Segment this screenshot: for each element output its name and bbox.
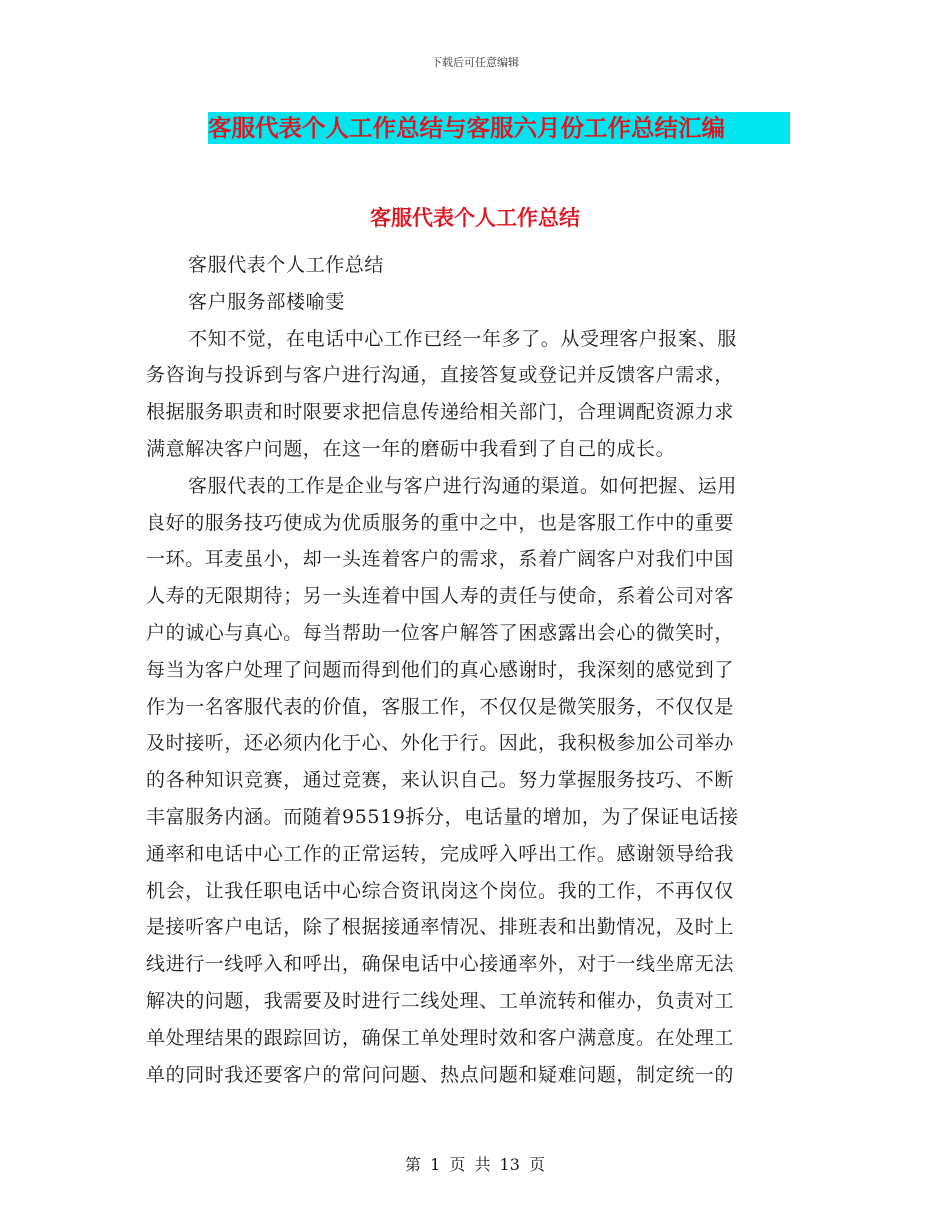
document-body — [146, 247, 796, 1093]
body-text-line: 丰富服务内涵。而随着95519拆分，电话量的增加，为了保证电话接 — [146, 805, 739, 828]
body-text-line: 户的诚心与真心。每当帮助一位客户解答了困惑露出会心的微笑时， — [146, 621, 735, 644]
body-text-line: 及时接听，还必须内化于心、外化于行。因此，我积极参加公司举办 — [146, 732, 735, 755]
body-text-line: 单处理结果的跟踪回访，确保工单处理时效和客户满意度。在处理工 — [146, 1026, 735, 1049]
body-text-line: 人寿的无限期待；另一头连着中国人寿的责任与使命，系着公司对客 — [146, 585, 735, 608]
body-text-line: 的各种知识竞赛，通过竞赛，来认识自己。努力掌握服务技巧、不断 — [146, 769, 735, 792]
body-text-line: 务咨询与投诉到与客户进行沟通，直接答复或登记并反馈客户需求， — [146, 364, 735, 387]
body-text-line: 通率和电话中心工作的正常运转，完成呼入呼出工作。感谢领导给我 — [146, 842, 735, 865]
body-text-line: 作为一名客服代表的价值，客服工作，不仅仅是微笑服务，不仅仅是 — [146, 695, 735, 718]
body-text-line: 不知不觉，在电话中心工作已经一年多了。从受理客户报案、服 — [188, 327, 737, 350]
body-text-line: 单的同时我还要客户的常问问题、热点问题和疑难问题，制定统一的 — [146, 1063, 735, 1086]
body-text-line: 客户服务部楼喻雯 — [188, 290, 345, 313]
body-text-line: 机会，让我任职电话中心综合资讯岗这个岗位。我的工作，不再仅仅 — [146, 879, 735, 902]
body-text-line: 客服代表个人工作总结 — [188, 254, 385, 276]
section-title: 客服代表个人工作总结 — [370, 206, 580, 230]
page-number-footer: 第 1 页 共 13 页 — [405, 1155, 545, 1174]
body-text-line: 每当为客户处理了问题而得到他们的真心感谢时，我深刻的感觉到了 — [146, 658, 735, 681]
page-header-note: 下载后可任意编辑 — [431, 56, 519, 69]
body-text-line: 线进行一线呼入和呼出，确保电话中心接通率外，对于一线坐席无法 — [146, 953, 735, 976]
body-text-line: 满意解决客户问题，在这一年的磨砺中我看到了自己的成长。 — [146, 437, 676, 460]
body-text-line: 良好的服务技巧使成为优质服务的重中之中，也是客服工作中的重要 — [146, 511, 735, 534]
body-text-line: 一环。耳麦虽小，却一头连着客户的需求，系着广阔客户对我们中国 — [146, 548, 735, 571]
body-text-line: 解决的问题，我需要及时进行二线处理、工单流转和催办，负责对工 — [146, 989, 735, 1012]
body-text-line: 是接听客户电话，除了根据接通率情况、排班表和出勤情况，及时上 — [146, 916, 735, 939]
document-title: 客服代表个人工作总结与客服六月份工作总结汇编 — [208, 112, 790, 144]
body-text-line: 客服代表的工作是企业与客户进行沟通的渠道。如何把握、运用 — [188, 474, 737, 497]
body-text-line: 根据服务职责和时限要求把信息传递给相关部门，合理调配资源力求 — [146, 401, 735, 424]
